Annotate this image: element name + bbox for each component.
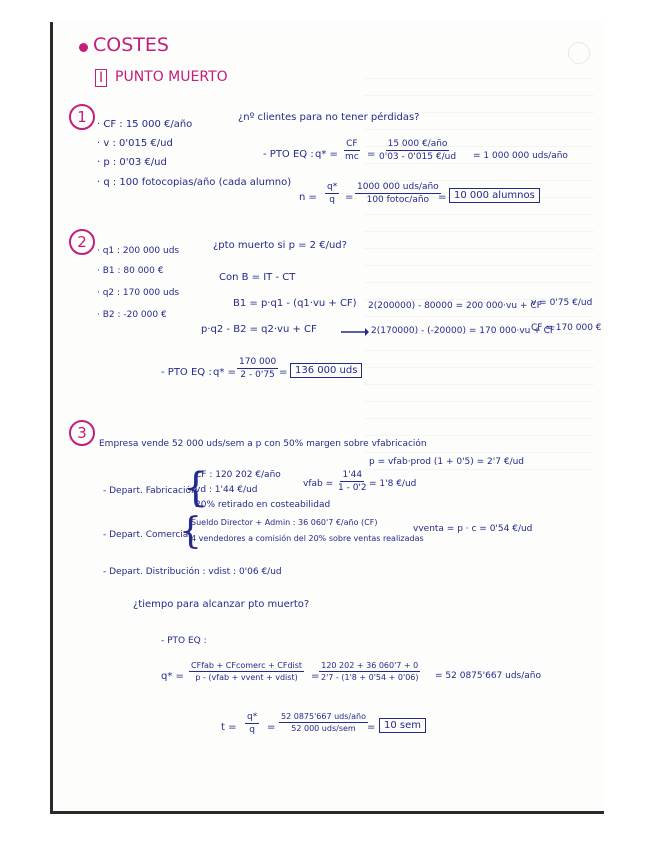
ex3-eq2: =: [267, 722, 276, 733]
ex3-g2-den: 2'7 - (1'8 + 0'54 + 0'06): [321, 673, 419, 682]
ex1-qstar: q* =: [315, 149, 338, 160]
ex3-fab-v-num: 1'44: [342, 470, 363, 480]
ex2-line-benefit: Con B = IT - CT: [219, 272, 296, 283]
ex1-fraction-cf-mc: [343, 139, 361, 162]
ex3-eq3: =: [367, 722, 376, 733]
ex2-f-den: 2 - 0'75: [240, 370, 275, 380]
ex3-com-label: - Depart. Comercial: [103, 530, 191, 540]
ex3-fab-v-fraction: [336, 470, 369, 493]
ex1-eq1: =: [367, 149, 376, 160]
ex2-data-b1: · B1 : 80 000 €: [97, 266, 164, 276]
ex1-pto-label: - PTO EQ :: [263, 149, 314, 160]
ex1-data-p: · p : 0'03 €/ud: [97, 157, 167, 168]
ex2-line-b2: p·q2 - B2 = q2·vu + CF: [201, 324, 317, 335]
exercise-3-number: 3: [69, 420, 95, 446]
ex3-fab-v-result: = 1'8 €/ud: [369, 479, 417, 489]
ex3-fab-vd: vd : 1'44 €/ud: [195, 485, 258, 495]
ex1-f3-num: q*: [327, 182, 338, 192]
ex3-qstar: q* =: [161, 671, 184, 682]
page-title: COSTES: [93, 34, 169, 56]
ex3-question: ¿tiempo para alcanzar pto muerto?: [133, 599, 310, 610]
ex1-n-label: n =: [299, 192, 317, 203]
ex3-answer-box: 10 sem: [379, 718, 426, 733]
ex1-result: = 1 000 000 uds/año: [473, 151, 568, 161]
ex1-eq2: =: [345, 192, 354, 203]
exercise-2-number: 2: [69, 229, 95, 255]
ex2-fraction: [237, 357, 278, 380]
ex2-data-q1: · q1 : 200 000 uds: [97, 246, 180, 256]
title-bullet: [79, 43, 88, 52]
ex1-f4-den: 100 fotoc/año: [366, 195, 430, 205]
ex1-fraction-alumnos: [355, 182, 441, 205]
ex3-fraction-symbolic: [189, 661, 304, 682]
section-number-box: I: [95, 69, 107, 87]
ex1-question: ¿nº clientes para no tener pérdidas?: [238, 112, 420, 123]
ex1-data-v: · v : 0'015 €/ud: [97, 138, 173, 149]
bleed-through-marks: [364, 62, 594, 482]
ex1-eq3: =: [438, 192, 447, 203]
ex1-fraction-values: [377, 139, 458, 162]
ex3-t-label: t =: [221, 722, 237, 733]
ex3-fab-label: - Depart. Fabricación: [103, 486, 197, 496]
ex3-h2-num: 52 0875'667 uds/año: [281, 712, 366, 721]
notebook-sheet: [50, 22, 604, 814]
ex1-f4-num: 1000 000 uds/año: [357, 182, 439, 192]
ex3-fab-brace: {: [183, 465, 209, 511]
ex1-data-q: · q : 100 fotocopias/año (cada alumno): [97, 177, 292, 188]
ex1-f1-den: mc: [345, 152, 359, 162]
ex3-fraction-values: [319, 661, 421, 682]
ex2-data-q2: · q2 : 170 000 uds: [97, 288, 180, 298]
ex1-f3-den: q: [329, 195, 335, 205]
ex3-h1-den: q: [249, 725, 255, 735]
ex3-com-brace: {: [179, 511, 202, 552]
ex2-f-num: 170 000: [239, 357, 277, 367]
ex1-f2-den: 0'03 - 0'015 €/ud: [379, 152, 457, 162]
ex3-intro: Empresa vende 52 000 uds/sem a p con 50% margen sobre vfabricación: [99, 439, 427, 449]
section-title: PUNTO MUERTO: [115, 69, 228, 85]
ex2-qstar: q* =: [213, 367, 236, 378]
ex3-g1-den: p - (vfab + vvent + vdist): [195, 673, 298, 682]
ex2-eq: =: [279, 367, 288, 378]
ex3-com-sellers: 4 vendedores a comisión del 20% sobre ventas realizadas: [191, 534, 424, 543]
ex1-fraction-qstar-q: [325, 182, 339, 205]
ex3-fab-v-label: vfab =: [303, 479, 334, 489]
ex2-answer-box: 136 000 uds: [290, 363, 362, 378]
ex2-line-b1: B1 = p·q1 - (q1·vu + CF): [233, 298, 357, 309]
ex3-dist-label: - Depart. Distribución : vdist : 0'06 €/ud: [103, 567, 282, 577]
ex3-fab-cf: CF : 120 202 €/año: [195, 470, 281, 480]
ex2-pto-label: - PTO EQ :: [161, 367, 212, 378]
ex3-price-equation: p = vfab·prod (1 + 0'5) = 2'7 €/ud: [369, 457, 525, 467]
ex1-f1-num: CF: [346, 139, 358, 149]
ex3-com-salary: Sueldo Director + Admin : 36 060'7 €/año (CF): [191, 518, 378, 527]
ex1-f2-num: 15 000 €/año: [387, 139, 448, 149]
ex1-data-cf: · CF : 15 000 €/año: [97, 119, 193, 130]
ex3-h1-num: q*: [247, 712, 258, 722]
ex2-arrow-icon: [341, 327, 369, 337]
ex2-question: ¿pto muerto si p = 2 €/ud?: [213, 240, 347, 251]
ex2-line-b2-values: 2(170000) - (-20000) = 170 000·vu + CF: [371, 326, 556, 336]
ex3-pto-label: - PTO EQ :: [161, 636, 207, 646]
ex3-fab-retired: 20% retirado en costeabilidad: [195, 500, 331, 510]
ex3-g2-num: 120 202 + 36 060'7 + 0: [321, 661, 419, 670]
ex3-eq1: =: [311, 671, 320, 682]
exercise-1-number: 1: [69, 104, 95, 130]
ex3-g1-num: CFfab + CFcomerc + CFdist: [191, 661, 303, 670]
ex2-note-cf: CF = 170 000 €: [531, 323, 602, 333]
ex2-data-b2: · B2 : -20 000 €: [97, 310, 167, 320]
ex1-answer-box: 10 000 alumnos: [449, 188, 540, 203]
ex3-com-v: vventa = p · c = 0'54 €/ud: [413, 524, 533, 534]
ex3-fab-v-den: 1 - 0'2: [338, 483, 367, 493]
ex2-line-b1-values: 2(200000) - 80000 = 200 000·vu + CF: [368, 301, 542, 311]
ex3-fraction-time: [279, 712, 368, 733]
ex2-note-v: v = 0'75 €/ud: [531, 298, 593, 308]
bleed-through-circle: [568, 42, 590, 64]
ex3-result: = 52 0875'667 uds/año: [435, 671, 541, 681]
ex3-fraction-qstar-q: [245, 712, 259, 735]
ex3-h2-den: 52 000 uds/sem: [291, 724, 356, 733]
